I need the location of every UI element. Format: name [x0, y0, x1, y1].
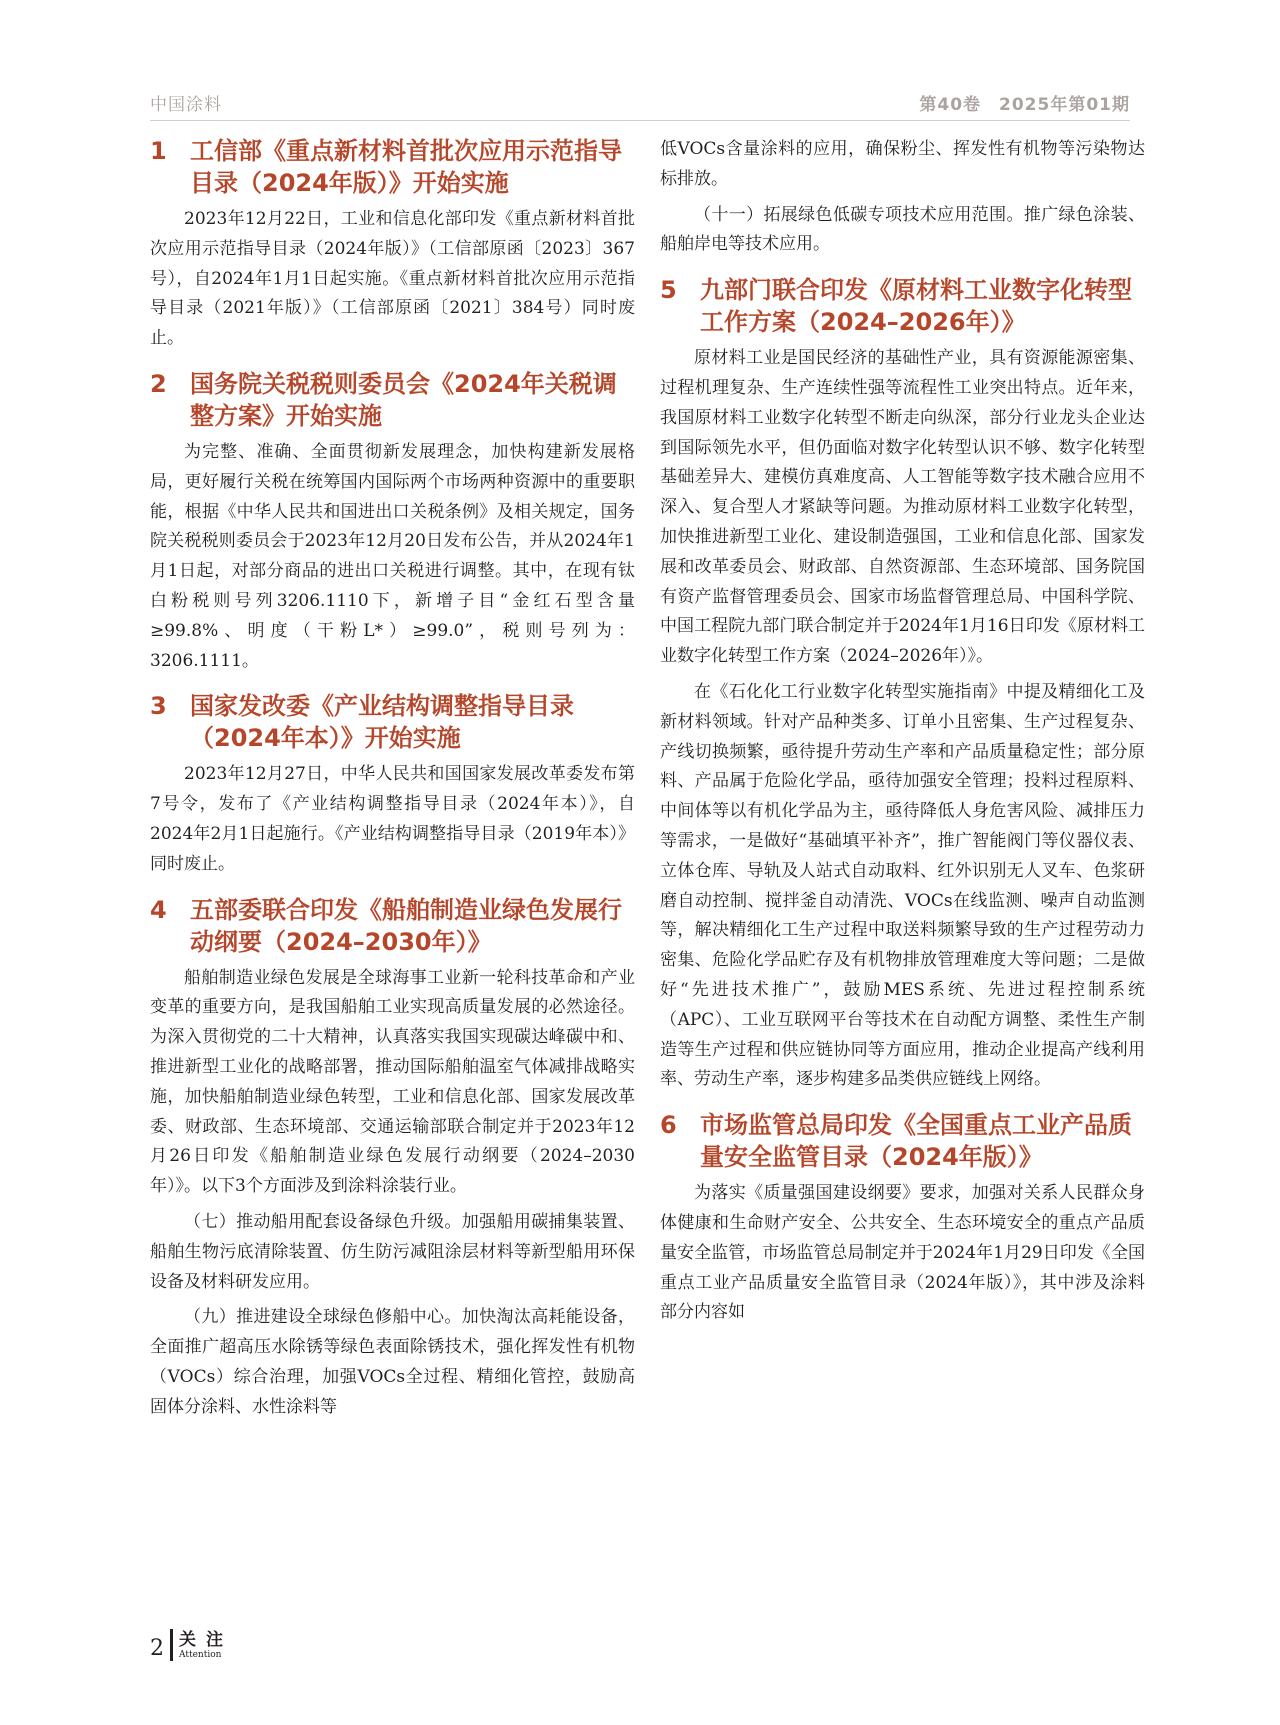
right-column — [660, 135, 1145, 1342]
paragraph-continued: 低VOCs含量涂料的应用，确保粉尘、挥发性有机物等污染物达标排放。 — [660, 139, 1145, 189]
section-title: 五部委联合印发《船舶制造业绿色发展行动纲要（2024–2030年）》 — [190, 895, 622, 956]
section-number: 5 — [660, 276, 677, 305]
section-number: 1 — [150, 137, 167, 165]
paragraph: （十一）拓展绿色低碳专项技术应用范围。推广绿色涂装、船舶岸电等技术应用。 — [660, 204, 1145, 255]
section-number: 3 — [150, 692, 167, 721]
section-6 — [660, 1109, 1145, 1328]
footer-divider — [170, 1629, 173, 1661]
page-footer — [150, 1625, 233, 1661]
section-heading — [150, 368, 635, 432]
section-4-continued — [660, 135, 1145, 260]
section-heading — [150, 894, 635, 958]
section-title: 工信部《重点新材料首批次应用示范指导目录（2024年版）》开始实施 — [190, 137, 622, 197]
paragraph: （九）推进建设全球绿色修船中心。加快淘汰高耗能设备，全面推广超高压水除锈等绿色表面除锈技术，强化挥发性有机物（VOCs）综合治理，加强VOCs全过程、精细化管控，鼓励高固体分涂料、水性涂料等 — [150, 1307, 635, 1417]
section-4 — [150, 894, 635, 1423]
paragraph: 2023年12月27日，中华人民共和国国家发展改革委发布第7号令，发布了《产业结构调整指导目录（2024年本）》，自2024年2月1日起施行。《产业结构调整指导目录（2019年本）》同时废止。 — [150, 764, 635, 874]
column-name-cn: 关注 — [179, 1630, 233, 1650]
running-header — [150, 86, 1130, 121]
issue-info: 第40卷 2025年第01期 — [919, 95, 1130, 115]
section-number: 2 — [150, 369, 167, 398]
paragraph: 原材料工业是国民经济的基础性产业，具有资源能源密集、过程机理复杂、生产连续性强等流程性工业突出特点。近年来，我国原材料工业数字化转型不断走向纵深，部分行业龙头企业达到国际领先水平，但仍面临对数字化转型认识不够、数字化转型基础差异大、建模仿真难度高、人工智能等数字技术融合应用不深入、复合型人才紧缺等问题。为推动原材料工业数字化转型，加快推进新型工业化、建设制造强国，工业和信息化部、国家发展和改革委员会、财政部、自然资源部、生态环境部、国务院国有资产监督管理委员会、国家市场监督管理总局、中国科学院、中国工程院九部门联合制定并于2024年1月16日印发《原材料工业数字化转型工作方案（2024–2026年）》。 — [660, 348, 1145, 667]
section-heading — [150, 135, 635, 199]
paragraph: 在《石化化工行业数字化转型实施指南》中提及精细化工及新材料领域。针对产品种类多、订单小且密集、生产过程复杂、产线切换频繁，亟待提升劳动生产率和产品质量稳定性；部分原料、产品属于危险化学品，亟待加强安全管理；投料过程原料、中间体等以有机化学品为主，亟待降低人身危害风险、减排压力等需求，一是做好“基础填平补齐”，推广智能阀门等仪器仪表、立体仓库、导轨及人站式自动取料、红外识别无人叉车、色浆研磨自动控制、搅拌釜自动清洗、VOCs在线监测、噪声自动监测等，解决精细化工生产过程中取送料频繁导致的生产过程劳动力密集、危险化学品贮存及有机物排放管理难度大等问题；二是做好“先进技术推广”，鼓励MES系统、先进过程控制系统（APC）、工业互联网平台等技术在自动配方调整、柔性生产制造等生产过程和供应链协同等方面应用，推动企业提高产线利用率、劳动生产率，逐步构建多品类供应链线上网络。 — [660, 681, 1145, 1090]
left-column — [150, 135, 635, 1437]
section-heading — [660, 1109, 1145, 1173]
section-title: 九部门联合印发《原材料工业数字化转型工作方案（2024–2026年）》 — [700, 276, 1132, 337]
paragraph: 船舶制造业绿色发展是全球海事工业新一轮科技革命和产业变革的重要方向，是我国船舶工业实现高质量发展的必然途径。为深入贯彻党的二十大精神，认真落实我国实现碳达峰碳中和、推进新型工业化的战略部署，推动国际船舶温室气体减排战略实施，加快船舶制造业绿色转型，工业和信息化部、国家发展改革委、财政部、生态环境部、交通运输部联合制定并于2023年12月26日印发《船舶制造业绿色发展行动纲要（2024–2030年）》。以下3个方面涉及到涂料涂装行业。 — [150, 967, 635, 1197]
section-title: 国务院关税税则委员会《2024年关税调整方案》开始实施 — [190, 369, 617, 430]
section-1 — [150, 135, 635, 354]
column-name-en: Attention — [179, 1650, 222, 1660]
paragraph: （七）推动船用配套设备绿色升级。加强船用碳捕集装置、船舶生物污底清除装置、仿生防污减阻涂层材料等新型船用环保设备及材料研发应用。 — [150, 1211, 635, 1292]
paragraph: 为落实《质量强国建设纲要》要求，加强对关系人民群众身体健康和生命财产安全、公共安全、生态环境安全的重点产品质量安全监管，市场监管总局制定并于2024年1月29日印发《全国重点工业产品质量安全监管目录（2024年版）》，其中涉及涂料部分内容如 — [660, 1183, 1145, 1323]
section-title: 市场监管总局印发《全国重点工业产品质量安全监管目录（2024年版）》 — [700, 1111, 1132, 1172]
section-heading — [660, 274, 1145, 338]
section-5 — [660, 274, 1145, 1095]
section-heading — [150, 690, 635, 754]
section-number: 4 — [150, 895, 167, 924]
section-number: 6 — [660, 1111, 677, 1140]
page-number: 2 — [150, 1636, 164, 1661]
section-2 — [150, 368, 635, 676]
paragraph: 2023年12月22日，工业和信息化部印发《重点新材料首批次应用示范指导目录（2024年版）》（工信部原函〔2023〕367号），自2024年1月1日起实施。《重点新材料首批次应用示范指导目录（2021年版）》（工信部原函〔2021〕384号）同时废止。 — [150, 209, 635, 349]
section-3 — [150, 690, 635, 879]
column-label — [179, 1630, 233, 1661]
journal-name: 中国涂料 — [150, 95, 222, 115]
section-title: 国家发改委《产业结构调整指导目录（2024年本）》开始实施 — [190, 692, 574, 753]
paragraph: 为完整、准确、全面贯彻新发展理念，加快构建新发展格局，更好履行关税在统筹国内国际两个市场两种资源中的重要职能，根据《中华人民共和国进出口关税条例》及相关规定，国务院关税税则委员会于2023年12月20日发布公告，并从2024年1月1日起，对部分商品的进出口关税进行调整。其中，在现有钛白粉税则号列3206.1110下，新增子目“金红石型含量≥99.8%、明度（干粉L*）≥99.0”，税则号列为：3206.1111。 — [150, 441, 635, 671]
